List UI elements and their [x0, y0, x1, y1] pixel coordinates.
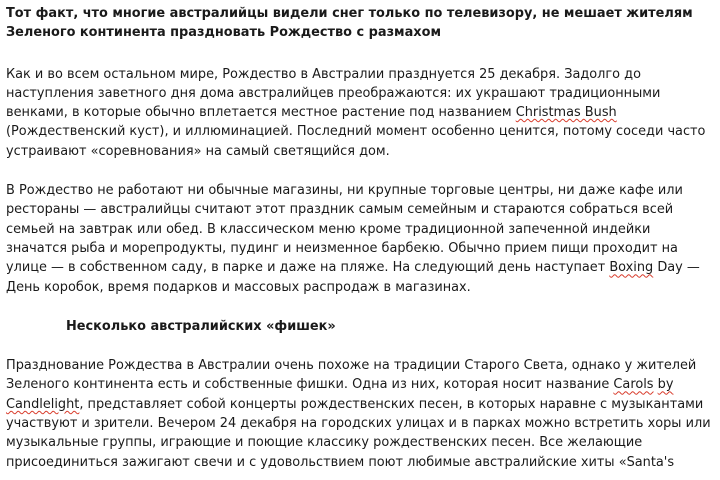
spellcheck-term: Boxing	[609, 260, 654, 276]
paragraph-family-holiday	[6, 181, 714, 297]
article-heading: Тот факт, что многие австралийцы видели снег только по телевизору, не мешает жителям Зеленого континента праздновать Рождество с размахом	[6, 6, 693, 41]
paragraph-text: В Рождество не работают ни обычные магазины, ни крупные торговые центры, ни даже кафе или рестораны — австралийцы считают этот праздник самым семейным и стараются собраться всей семьей на завтрак или обед. В классическом меню кроме традиционной запеченной индейки значатся рыба и морепродукты, пудинг и неизменное барбекю. Обычно прием пищи проходит на улице — в собственном саду, в парке и даже на пляже. На следующий день наступает	[6, 183, 683, 276]
spellcheck-term: Christmas Bush	[515, 105, 617, 121]
document-page	[6, 4, 714, 472]
spacer	[6, 161, 714, 181]
paragraph-text: — День коробок, время подарков и массовых распродаж в магазинах.	[6, 260, 700, 295]
paragraph-text: Day	[657, 260, 683, 276]
spacer	[6, 43, 714, 65]
spacer	[6, 336, 714, 356]
paragraph-text: Как и во всем остальном мире, Рождество в Австралии празднуется 25 декабря. Задолго до наступления заветного дня дома австралийцев преображаются: их украшают традиционными венками, в которые обычно вплетается местное растение под названием	[6, 66, 661, 121]
paragraph-christmas-date	[6, 65, 714, 161]
spellcheck-term: Carols	[613, 377, 654, 393]
paragraph-text: Празднование Рождества в Австралии очень похоже на традиции Старого Света, однако у жителей Зеленого континента есть и собственные фишки. Одна из них, которая носит название	[6, 358, 697, 393]
paragraph-text: (Рождественский куст), и иллюминацией. Последний момент особенно ценится, потому соседи часто устраивают «соревнования» на самый светящийся дом.	[6, 124, 706, 159]
section-subheading: Несколько австралийских «фишек»	[66, 318, 336, 334]
paragraph-text: , представляет собой концерты рождественских песен, в которых наравне с музыкантами участвуют и зрители. Вечером 24 декабря на городских улицах и в парках можно встретить хоры или музыкальные группы, играющие и поющие классику рождественских песен. Все желающие присоединиться зажигают свечи и с удовольствием поют любимые австралийские хиты «Santa's	[6, 396, 711, 470]
spellcheck-term: by Candlelight	[6, 377, 674, 412]
spacer	[6, 297, 714, 317]
paragraph-carols	[6, 356, 714, 472]
